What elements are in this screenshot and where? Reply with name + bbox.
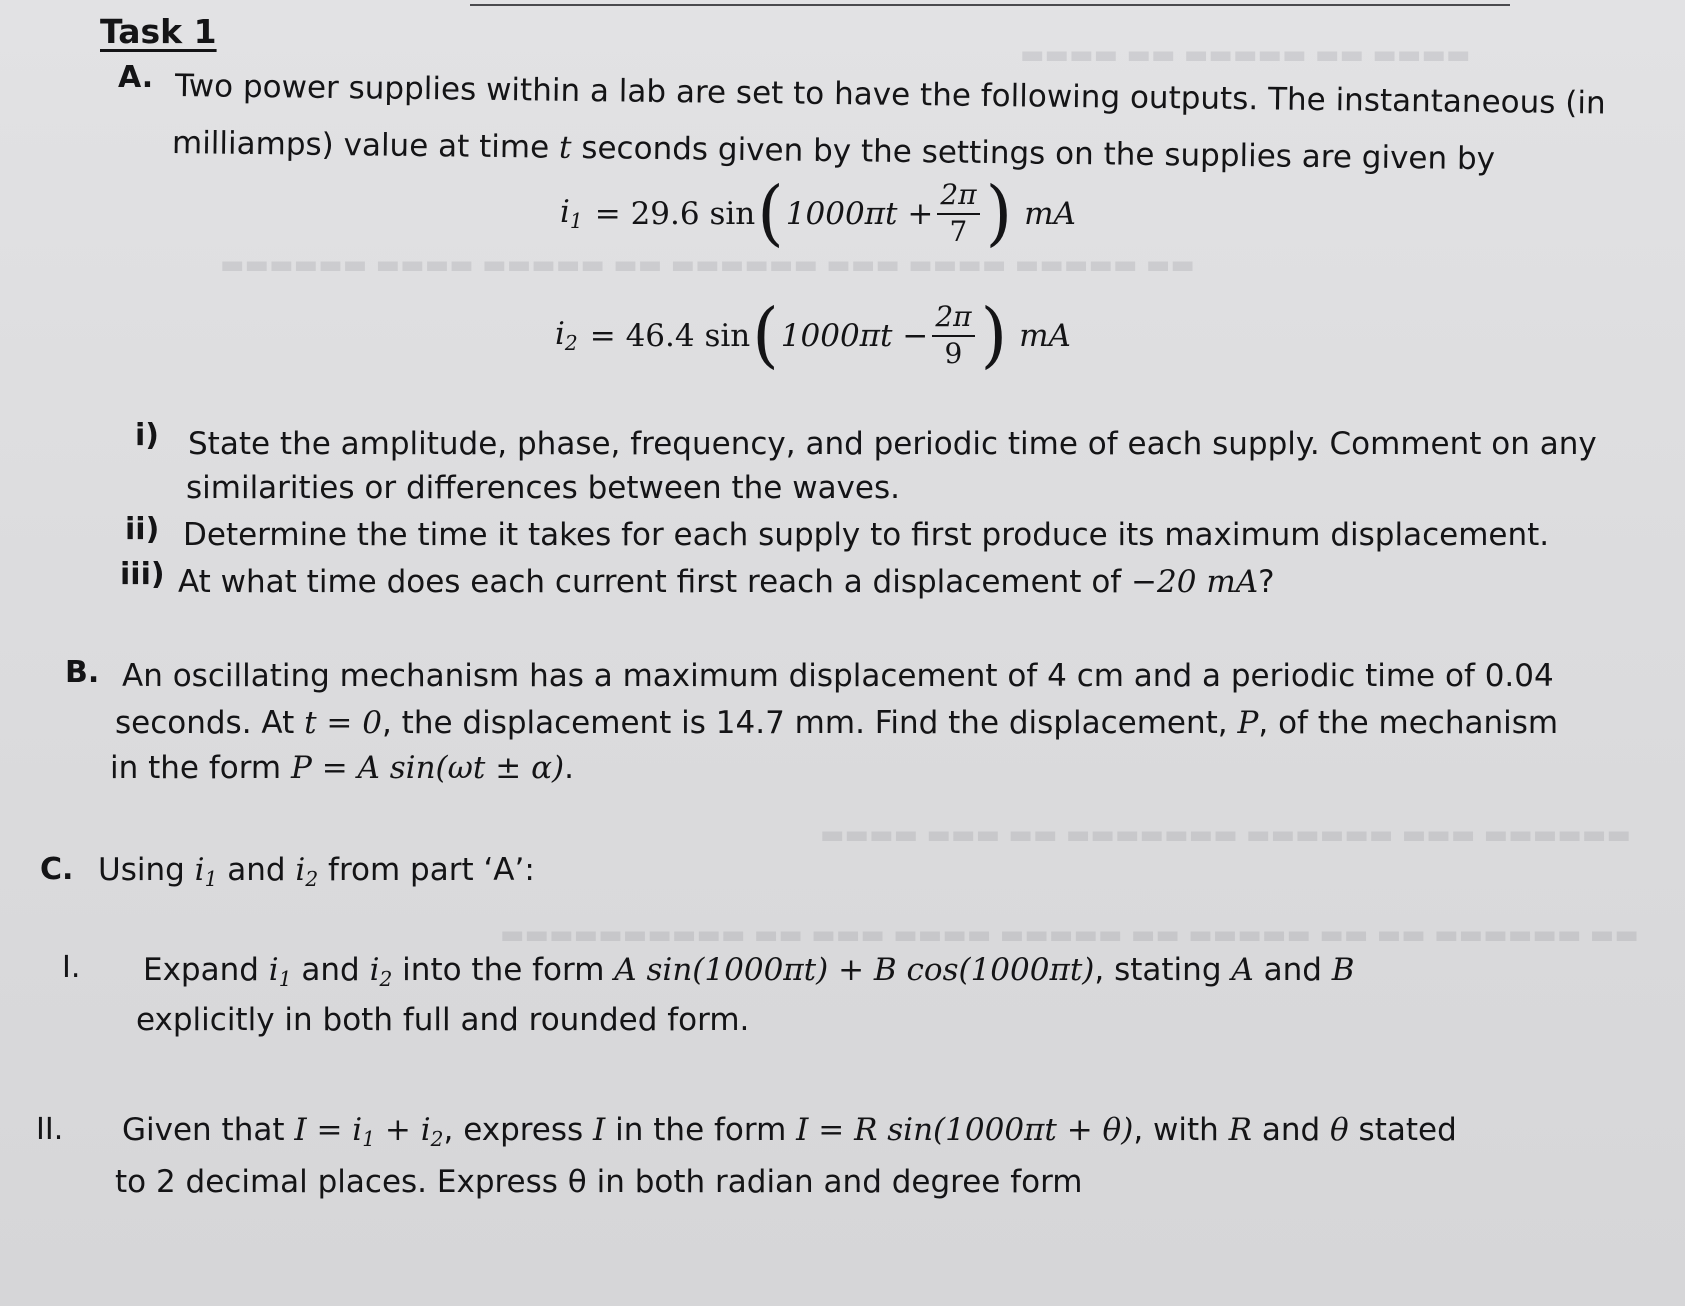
part-c-pre: Using [98,852,195,888]
eq2-lhs: $i_2$ [555,316,578,356]
q-II-line1 [122,1112,1457,1151]
q-i-line2: similarities or differences between the waves. [186,470,900,506]
q-iii-marker: iii) [120,557,165,592]
q-II-pre: Given that [122,1112,295,1148]
part-a-line1: Two power supplies within a lab are set to have the following outputs. The instantaneous (in [174,68,1606,122]
show-through-texture: ▬▬ ▬▬▬▬▬▬ ▬▬ ▬▬ ▬▬▬▬▬ ▬▬ ▬▬▬▬▬ ▬▬▬▬ ▬▬▬ ▬▬ ▬▬▬▬▬▬▬▬▬▬ [500,920,1639,950]
eq1-equals: = 29.6 sin [594,196,756,232]
q-I-and: and [291,952,370,988]
eq2-equals: = 46.4 sin [589,318,751,354]
equation-i2 [555,294,1071,377]
eq1-open-paren: ( [757,172,784,255]
eq2-unit: mA [1019,318,1071,354]
part-c-post: from part ‘A’: [318,852,535,888]
part-b-form: P = A sin(ωt ± α) [290,750,565,786]
q-II-stated: stated [1348,1112,1457,1148]
page-top-rule [470,4,1510,6]
q-I-line1 [143,952,1355,991]
q-i-marker: i) [135,418,159,453]
eq2-arg: 1000πt − [780,318,929,354]
q-I-B: B [1331,952,1355,988]
eq1-close-paren: ) [985,172,1013,255]
q-I-marker: I. [62,950,81,985]
part-b-line2-pre: seconds. At [115,705,305,741]
q-iii-text: At what time does each current first reach a displacement of [178,564,1132,600]
part-c-i2: $i_2$ [295,852,319,892]
q-ii-line1: Determine the time it takes for each supply to first produce its maximum displacement. [183,517,1550,553]
q-II-I: I [593,1112,606,1148]
eq1-unit: mA [1024,196,1076,232]
q-I-i1: $i_1$ [268,952,292,992]
part-b-line3-pre: in the form [110,750,291,786]
q-II-R: R [1228,1112,1252,1148]
q-II-with: , with [1133,1112,1229,1148]
part-b-t-zero: t = 0 [304,705,382,741]
q-I-form: A sin(1000πt) + B cos(1000πt) [614,952,1095,988]
part-b-P: P [1237,705,1259,741]
q-iii-end: ? [1258,564,1275,600]
part-a-line2-post: seconds given by the settings on the supplies are given by [571,129,1496,178]
eq1-lhs: $i_1$ [560,194,583,234]
part-b-line2 [115,705,1558,741]
q-I-pre: Expand [143,952,269,988]
q-II-and: and [1252,1112,1331,1148]
q-I-mid: into the form [392,952,615,988]
q-II-mid: , express [443,1112,594,1148]
q-iii-line1 [178,564,1275,600]
eq2-close-paren: ) [980,294,1008,377]
q-II-form: I = R sin(1000πt + θ) [796,1112,1134,1148]
q-I-and2: and [1253,952,1332,988]
part-b-line1: An oscillating mechanism has a maximum displacement of 4 cm and a periodic time of 0.04 [122,658,1554,694]
q-i-line1: State the amplitude, phase, frequency, and periodic time of each supply. Comment on any [188,426,1597,462]
q-I-stating: , stating [1094,952,1232,988]
q-II-theta: θ [1330,1112,1349,1148]
q-I-i2: $i_2$ [369,952,393,992]
eq1-fraction: $\frac{2\pi}{7}$ [937,180,979,248]
q-I-A: A [1231,952,1254,988]
part-c-and: and [217,852,296,888]
part-a-line2 [172,125,1495,177]
part-c-i1: $i_1$ [194,852,218,892]
show-through-texture: ▬▬▬▬▬▬ ▬▬▬ ▬▬▬▬▬▬ ▬▬▬▬▬▬▬ ▬▬ ▬▬▬ ▬▬▬▬ [820,820,1632,850]
part-b-marker: B. [65,655,100,690]
q-I-line2: explicitly in both full and rounded form. [136,1002,750,1038]
eq2-open-paren: ( [752,294,779,377]
show-through-texture: ▬▬ ▬▬▬▬▬ ▬▬▬▬ ▬▬▬ ▬▬▬▬▬▬ ▬▬ ▬▬▬▬▬ ▬▬▬▬ ▬▬▬▬▬▬ [220,250,1196,280]
eq1-arg: 1000πt + [785,196,934,232]
eq2-fraction: $\frac{2\pi}{9}$ [932,302,974,370]
part-c-intro [98,852,535,891]
part-a-marker: A. [118,60,154,95]
part-b-line3-post: . [564,750,574,786]
q-iii-math: −20 mA [1131,564,1259,600]
part-b-line3 [110,750,574,786]
q-II-mid2: in the form [605,1112,797,1148]
task-title: Task 1 [100,12,217,51]
time-variable: t [558,129,572,166]
part-b-line2-mid: , the displacement is 14.7 mm. Find the displacement, [381,705,1238,741]
part-c-marker: C. [40,852,74,887]
q-ii-marker: ii) [125,512,160,547]
part-a-line2-pre: milliamps) value at time [171,125,560,166]
show-through-texture: ▬▬▬▬ ▬▬ ▬▬▬▬▬ ▬▬ ▬▬▬▬ [1020,40,1471,70]
q-II-math1: $I = i_1 + i_2$ [294,1112,444,1152]
q-II-marker: II. [36,1112,64,1147]
equation-i1 [560,172,1076,255]
q-II-line2: to 2 decimal places. Express θ in both radian and degree form [115,1164,1083,1200]
part-b-line2-post: , of the mechanism [1258,705,1559,741]
